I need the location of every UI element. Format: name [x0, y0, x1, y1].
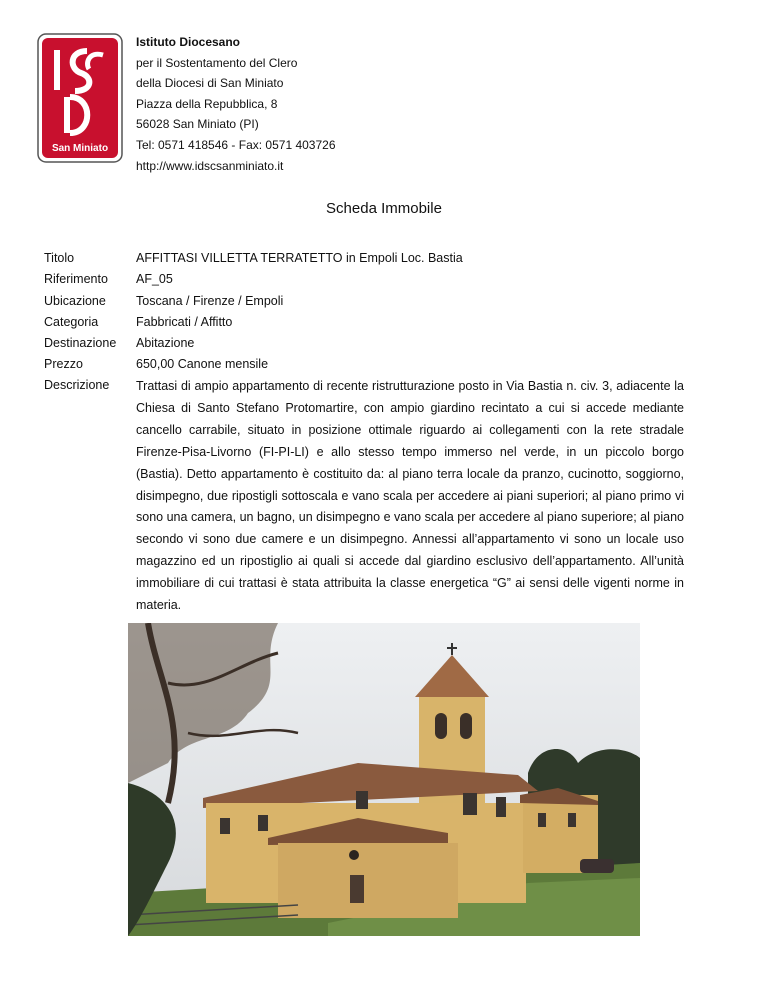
property-photo: [128, 623, 640, 936]
logo-caption: San Miniato: [51, 143, 109, 154]
field-label: Descrizione: [44, 378, 110, 392]
organization-phone: Tel: 0571 418546 - Fax: 0571 403726: [136, 137, 336, 152]
organization-header: [136, 32, 336, 176]
field-label: Titolo: [44, 251, 75, 265]
organization-address: Piazza della Repubblica, 8: [136, 96, 278, 111]
organization-name: Istituto Diocesano: [136, 35, 241, 49]
field-value: AF_05: [136, 272, 173, 286]
field-value: Abitazione: [136, 336, 195, 350]
field-label: Prezzo: [44, 357, 83, 371]
organization-line: per il Sostentamento del Clero: [136, 55, 298, 70]
organization-city: 56028 San Miniato (PI): [136, 117, 259, 132]
organization-line: della Diocesi di San Miniato: [136, 76, 284, 91]
field-label: Categoria: [44, 315, 99, 329]
field-value: AFFITTASI VILLETTA TERRATETTO in Empoli Loc. Bastia: [136, 251, 463, 265]
field-value: 650,00 Canone mensile: [136, 357, 269, 371]
field-label: Ubicazione: [44, 294, 106, 308]
field-value: Toscana / Firenze / Empoli: [136, 294, 284, 308]
organization-website-link[interactable]: http://www.idscsanminiato.it: [136, 158, 284, 173]
field-label: Riferimento: [44, 272, 108, 286]
logo: [37, 33, 123, 163]
page-title: Scheda Immobile: [326, 200, 442, 217]
description-text: Trattasi di ampio appartamento di recente ristrutturazione posto in Via Bastia n. civ. 3, adiacente la Chiesa di Santo Stefano Protomartire, con ampio giardino recintato a cui si accede mediante cancello carrabile, situato in posizione ottimale riguardo ai collegamenti con la rete stradale Firenze-Pisa-Livorno (FI-PI-LI) e allo stesso tempo immerso nel verde, in un piccolo borgo (Bastia). Detto appartamento è costituito da: al piano terra locale da pranzo, cucinotto, soggiorno, disimpegno, due ripostigli sottoscala e vano scala per accedere ai piani superiori; al piano primo vi sono una camera, un bagno, un disimpegno e vano scala per accedere al piano superiore; al piano secondo vi sono due camere e un disimpegno. Annessi all’appartamento vi sono un locale uso magazzino ed un ripostiglio ai quali si accede dal giardino esclusivo dell’appartamento. All’unità immobiliare di cui trattasi è stata attribuita la classe energetica “G” ai sensi delle vigenti norme in materia.: [136, 379, 684, 613]
field-label: Destinazione: [44, 336, 117, 350]
field-value: Fabbricati / Affitto: [136, 315, 233, 329]
